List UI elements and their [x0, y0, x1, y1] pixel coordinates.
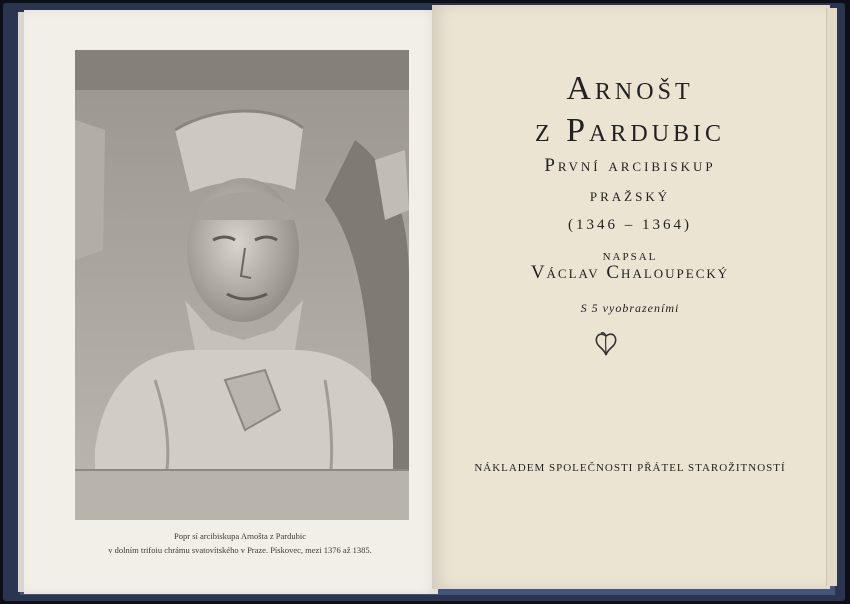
page-stack-right: [826, 8, 837, 586]
caption-line-2: v dolním trifoiu chrámu svatovítského v Praze. Pískovec, mezi 1376 až 1385.: [108, 545, 372, 555]
caption-line-1: Popr sí arcibiskupa Arnošta z Pardubic: [174, 531, 306, 541]
subtitle-line-1: První arcibiskup: [544, 155, 716, 176]
years: (1346 – 1364): [568, 217, 692, 233]
publisher-line: NÁKLADEM SPOLEČNOSTI PŘÁTEL STAROŽITNOSTÍ: [474, 462, 786, 474]
title-line-1: Arnošt: [566, 70, 694, 107]
subtitle-line-2: pražský: [589, 185, 671, 206]
photo-caption: [60, 529, 420, 557]
title-line-2: z Pardubic: [534, 112, 726, 149]
leaf-ornament-icon: [593, 330, 619, 358]
illustrations-note: S 5 vyobrazeními: [580, 301, 680, 315]
author-name: Václav Chaloupecký: [530, 262, 730, 283]
author-prefix: NAPSAL: [602, 251, 658, 263]
bust-photograph: [75, 50, 409, 520]
